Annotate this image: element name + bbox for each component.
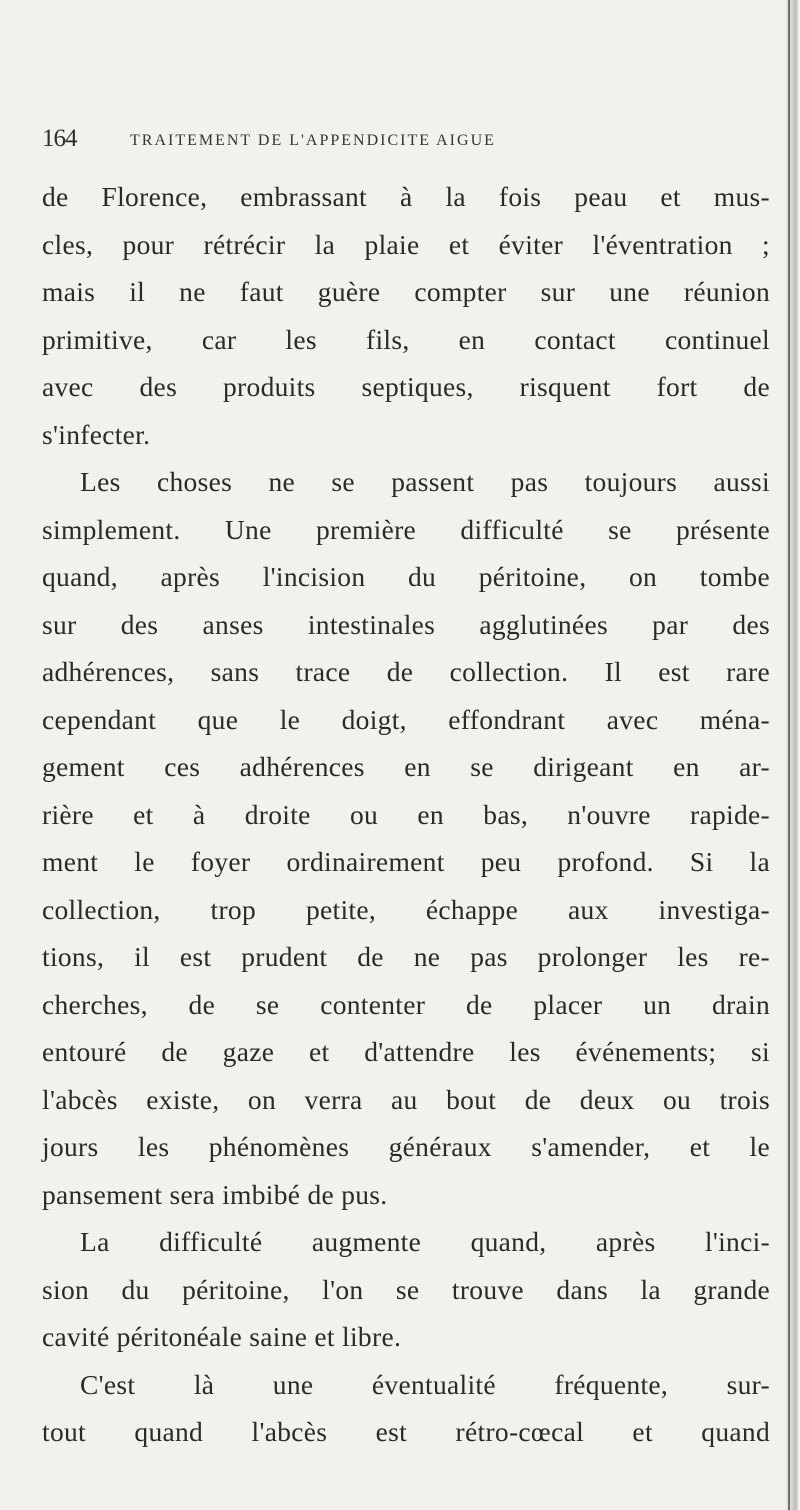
text-line: La difficulté augmente quand, après l'inci- xyxy=(80,1226,770,1257)
body-text xyxy=(42,173,770,1456)
text-line: gement ces adhérences en se dirigeant en ar- xyxy=(42,751,770,782)
page-edge-shadow xyxy=(788,0,790,1510)
text-line: cavité péritonéale saine et libre. xyxy=(42,1321,402,1352)
page-number: 164 xyxy=(42,125,77,152)
text-line: collection, trop petite, échappe aux investiga- xyxy=(42,893,770,925)
text-line: C'est là une éventualité fréquente, sur- xyxy=(80,1368,770,1400)
text-line: cles, pour rétrécir la plaie et éviter l'éventration ; xyxy=(42,228,770,260)
text-line: quand, après l'incision du péritoine, on tombe xyxy=(42,561,770,592)
text-line: s'infecter. xyxy=(42,418,151,450)
text-line: simplement. Une première difficulté se présente xyxy=(42,513,770,545)
text-line: sur des anses intestinales agglutinées par des xyxy=(42,608,770,640)
text-line: de Florence, embrassant à la fois peau et mus- xyxy=(42,181,770,212)
running-title: TRAITEMENT DE L'APPENDICITE AIGUE xyxy=(130,132,496,149)
text-line: entouré de gaze et d'attendre les événements; si xyxy=(42,1036,770,1067)
text-line: adhérences, sans trace de collection. Il est rare xyxy=(42,656,770,687)
text-line: pansement sera imbibé de pus. xyxy=(42,1178,388,1210)
text-line: jours les phénomènes généraux s'amender, et le xyxy=(42,1131,770,1162)
text-line: tions, il est prudent de ne pas prolonger les re- xyxy=(42,941,770,972)
text-line: cependant que le doigt, effondrant avec ména- xyxy=(42,703,770,735)
text-line: primitive, car les fils, en contact continuel xyxy=(42,323,770,355)
text-line: avec des produits septiques, risquent fort de xyxy=(42,371,770,402)
page-header xyxy=(42,125,762,159)
text-line: mais il ne faut guère compter sur une réunion xyxy=(42,276,770,307)
text-line: Les choses ne se passent pas toujours aussi xyxy=(80,466,770,497)
text-line: cherches, de se contenter de placer un drain xyxy=(42,988,770,1020)
text-line: rière et à droite ou en bas, n'ouvre rapide- xyxy=(42,798,770,830)
text-line: l'abcès existe, on verra au bout de deux ou trois xyxy=(42,1083,770,1115)
text-line: sion du péritoine, l'on se trouve dans la grande xyxy=(42,1273,770,1305)
text-line: ment le foyer ordinairement peu profond. Si la xyxy=(42,846,770,877)
text-line: tout quand l'abcès est rétro-cœcal et quand xyxy=(42,1416,770,1447)
